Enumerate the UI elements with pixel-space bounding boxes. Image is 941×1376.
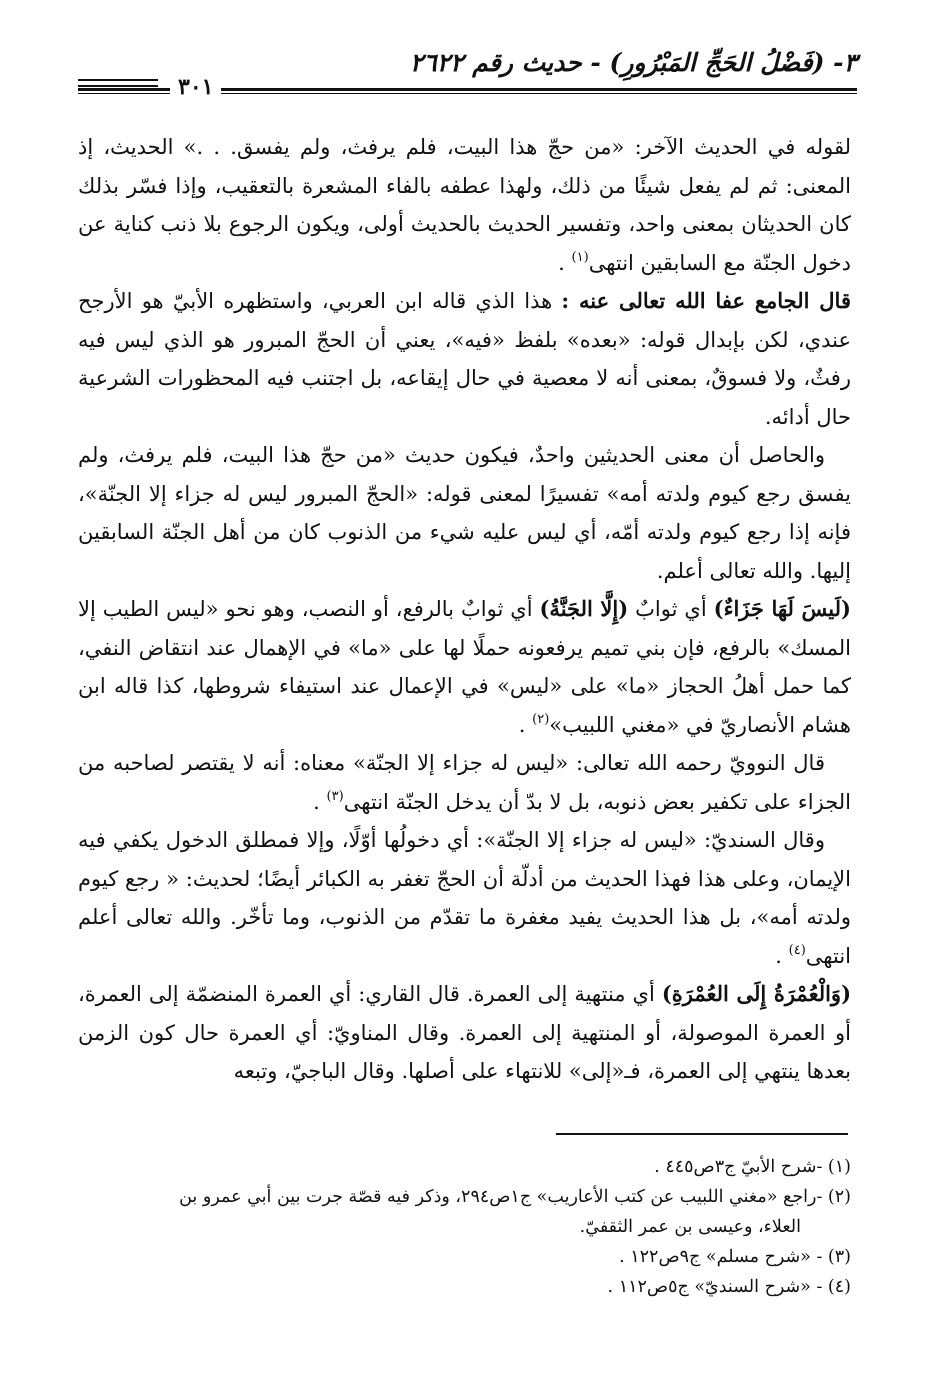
paragraph-1-text: لقوله في الحديث الآخر: «من حجّ هذا البيت، فلم يرفث، ولم يفسق. . .» الحديث، إذ المعنى: ثم لم يفعل شيئًا من ذلك، ولهذا عطفه بالفاء المشعرة بالتعقيب، وإذا فسّر بذلك كان الحديثان بمعنى واحد، وتفسير الحديث بالحديث أولى، ويكون الرجوع بلا ذنب كناية عن دخول الجنّة مع السابقين انتهى [78,135,851,275]
paragraph-2-text: هذا الذي قاله ابن العربي، واستظهره الأبيّ هو الأرجح عندي، لكن بإبدال قوله: «بعده» بلفظ «فيه»، يعني أن الحجّ المبرور هو الذي ليس فيه رفثٌ، ولا فسوقٌ، بمعنى أنه لا معصية في حال إيقاعه، بل اجتنب فيه المحظورات الشرعية حال أدائه. [78,289,851,429]
paragraph-5-text: قال النوويّ رحمه الله تعالى: «ليس له جزاء إلا الجنّة» معناه: أنه لا يقتصر لصاحبه من الجزاء على تكفير بعض ذنوبه، بل لا بدّ أن يدخل الجنّة انتهى [78,751,851,814]
paragraph-7 [78,975,851,1091]
footnote-ref-4: (٤) [788,942,806,958]
page-header [78,48,857,100]
period: . [518,712,526,737]
paragraph-6 [78,821,851,975]
period: . [558,250,565,275]
paragraph-3-text: والحاصل أن معنى الحديثين واحدٌ، فيكون حديث «من حجّ هذا البيت، فلم يرفث، ولم يفسق رجع كيوم ولدته أمه» تفسيرًا لمعنى قوله: «الحجّ المبرور ليس له جزاء إلا الجنّة»، فإنه إذا رجع كيوم ولدته أمّه، أي ليس عليه شيء من الذنوب كان من أهل الجنّة السابقين إليها. والله تعالى أعلم. [78,443,851,583]
footnote-4: (٤) - «شرح السنديّ» ج٥ص١١٢ . [607,1277,851,1297]
footnote-ref-1: (١) [571,249,589,265]
paragraph-2 [78,282,851,436]
paragraph-5 [78,744,851,821]
paragraph-1 [78,128,851,282]
main-text [78,128,851,1091]
period: . [313,789,320,814]
footnote-1: (١) -شرح الأبيّ ج٣ص٤٤٥ . [654,1157,851,1177]
footnote-2-continued: العلاء، وعيسى بن عمر الثقفيّ. [579,1217,801,1237]
hadith-phrase-3: (وَالْعُمْرَةُ إِلَى العُمْرَةِ) [661,981,852,1006]
paragraph-6-text: وقال السنديّ: «ليس له جزاء إلا الجنّة»: أي دخولُها أوّلًا، وإلا فمطلق الدخول يكفي فيه الإيمان، وعلى هذا فهذا الحديث من أدلّة أن الحجّ تغفر به الكبائر أيضًا؛ لحديث: « رجع كيوم ولدته أمه»، بل هذا الحديث يفيد مغفرة ما تقدّم من الذنوب، وما تأخّر. والله تعالى أعلم انتهى [78,828,851,968]
chapter-title: ٣- (فَضْلُ الحَجِّ المَبْرُورِ) - حديث رقم ٢٦٢٢ [409,48,857,77]
footnote-ref-2: (٢) [532,711,550,727]
footnote-2: (٢) -راجع «مغني اللبيب عن كتب الأعاريب» ج١ص٢٩٤، وذكر فيه قصّة جرت بين أبي عمرو بن [179,1187,851,1207]
footnote-separator [556,1133,848,1135]
paragraph-7-text: أي منتهية إلى العمرة. قال القاري: أي العمرة المنضمّة إلى العمرة، أو العمرة الموصولة، أو المنتهية إلى العمرة. وقال المناويّ: أي العمرة حال كون الزمن بعدها ينتهي إلى العمرة، فـ«إلى» للانتهاء على أصلها. وقال الباجيّ، وتبعه [78,982,851,1083]
paragraph-4 [78,590,851,744]
footnote-ref-3: (٣) [326,788,344,804]
inline-gloss: أي ثوابٌ [628,597,714,621]
footnote-3: (٣) - «شرح مسلم» ج٩ص١٢٢ . [619,1247,851,1267]
paragraph-3 [78,436,851,590]
hadith-phrase-2: (إِلَّا الجَنَّةُ) [539,596,629,621]
paragraph-4-text: أي ثوابٌ بالرفع، أو النصب، وهو نحو «ليس الطيب إلا المسك» بالرفع، فإن بني تميم يرفعونه حملًا لها على «ما» في الإهمال عند انتقاض النفي، كما حمل أهلُ الحجاز «ما» على «ليس» في الإعمال عند استيفاء شروطها، كذا قاله ابن هشام الأنصاريّ في «مغني اللبيب» [78,597,851,737]
page-number: ٣٠١ [170,76,221,98]
author-note-lead: قال الجامع عفا الله تعالى عنه : [561,288,851,313]
hadith-phrase-1: (لَيسَ لَهَا جَزَاءٌ) [713,596,851,621]
period: . [775,943,782,968]
footnotes [70,1152,851,1302]
page-number-rule [78,79,158,87]
